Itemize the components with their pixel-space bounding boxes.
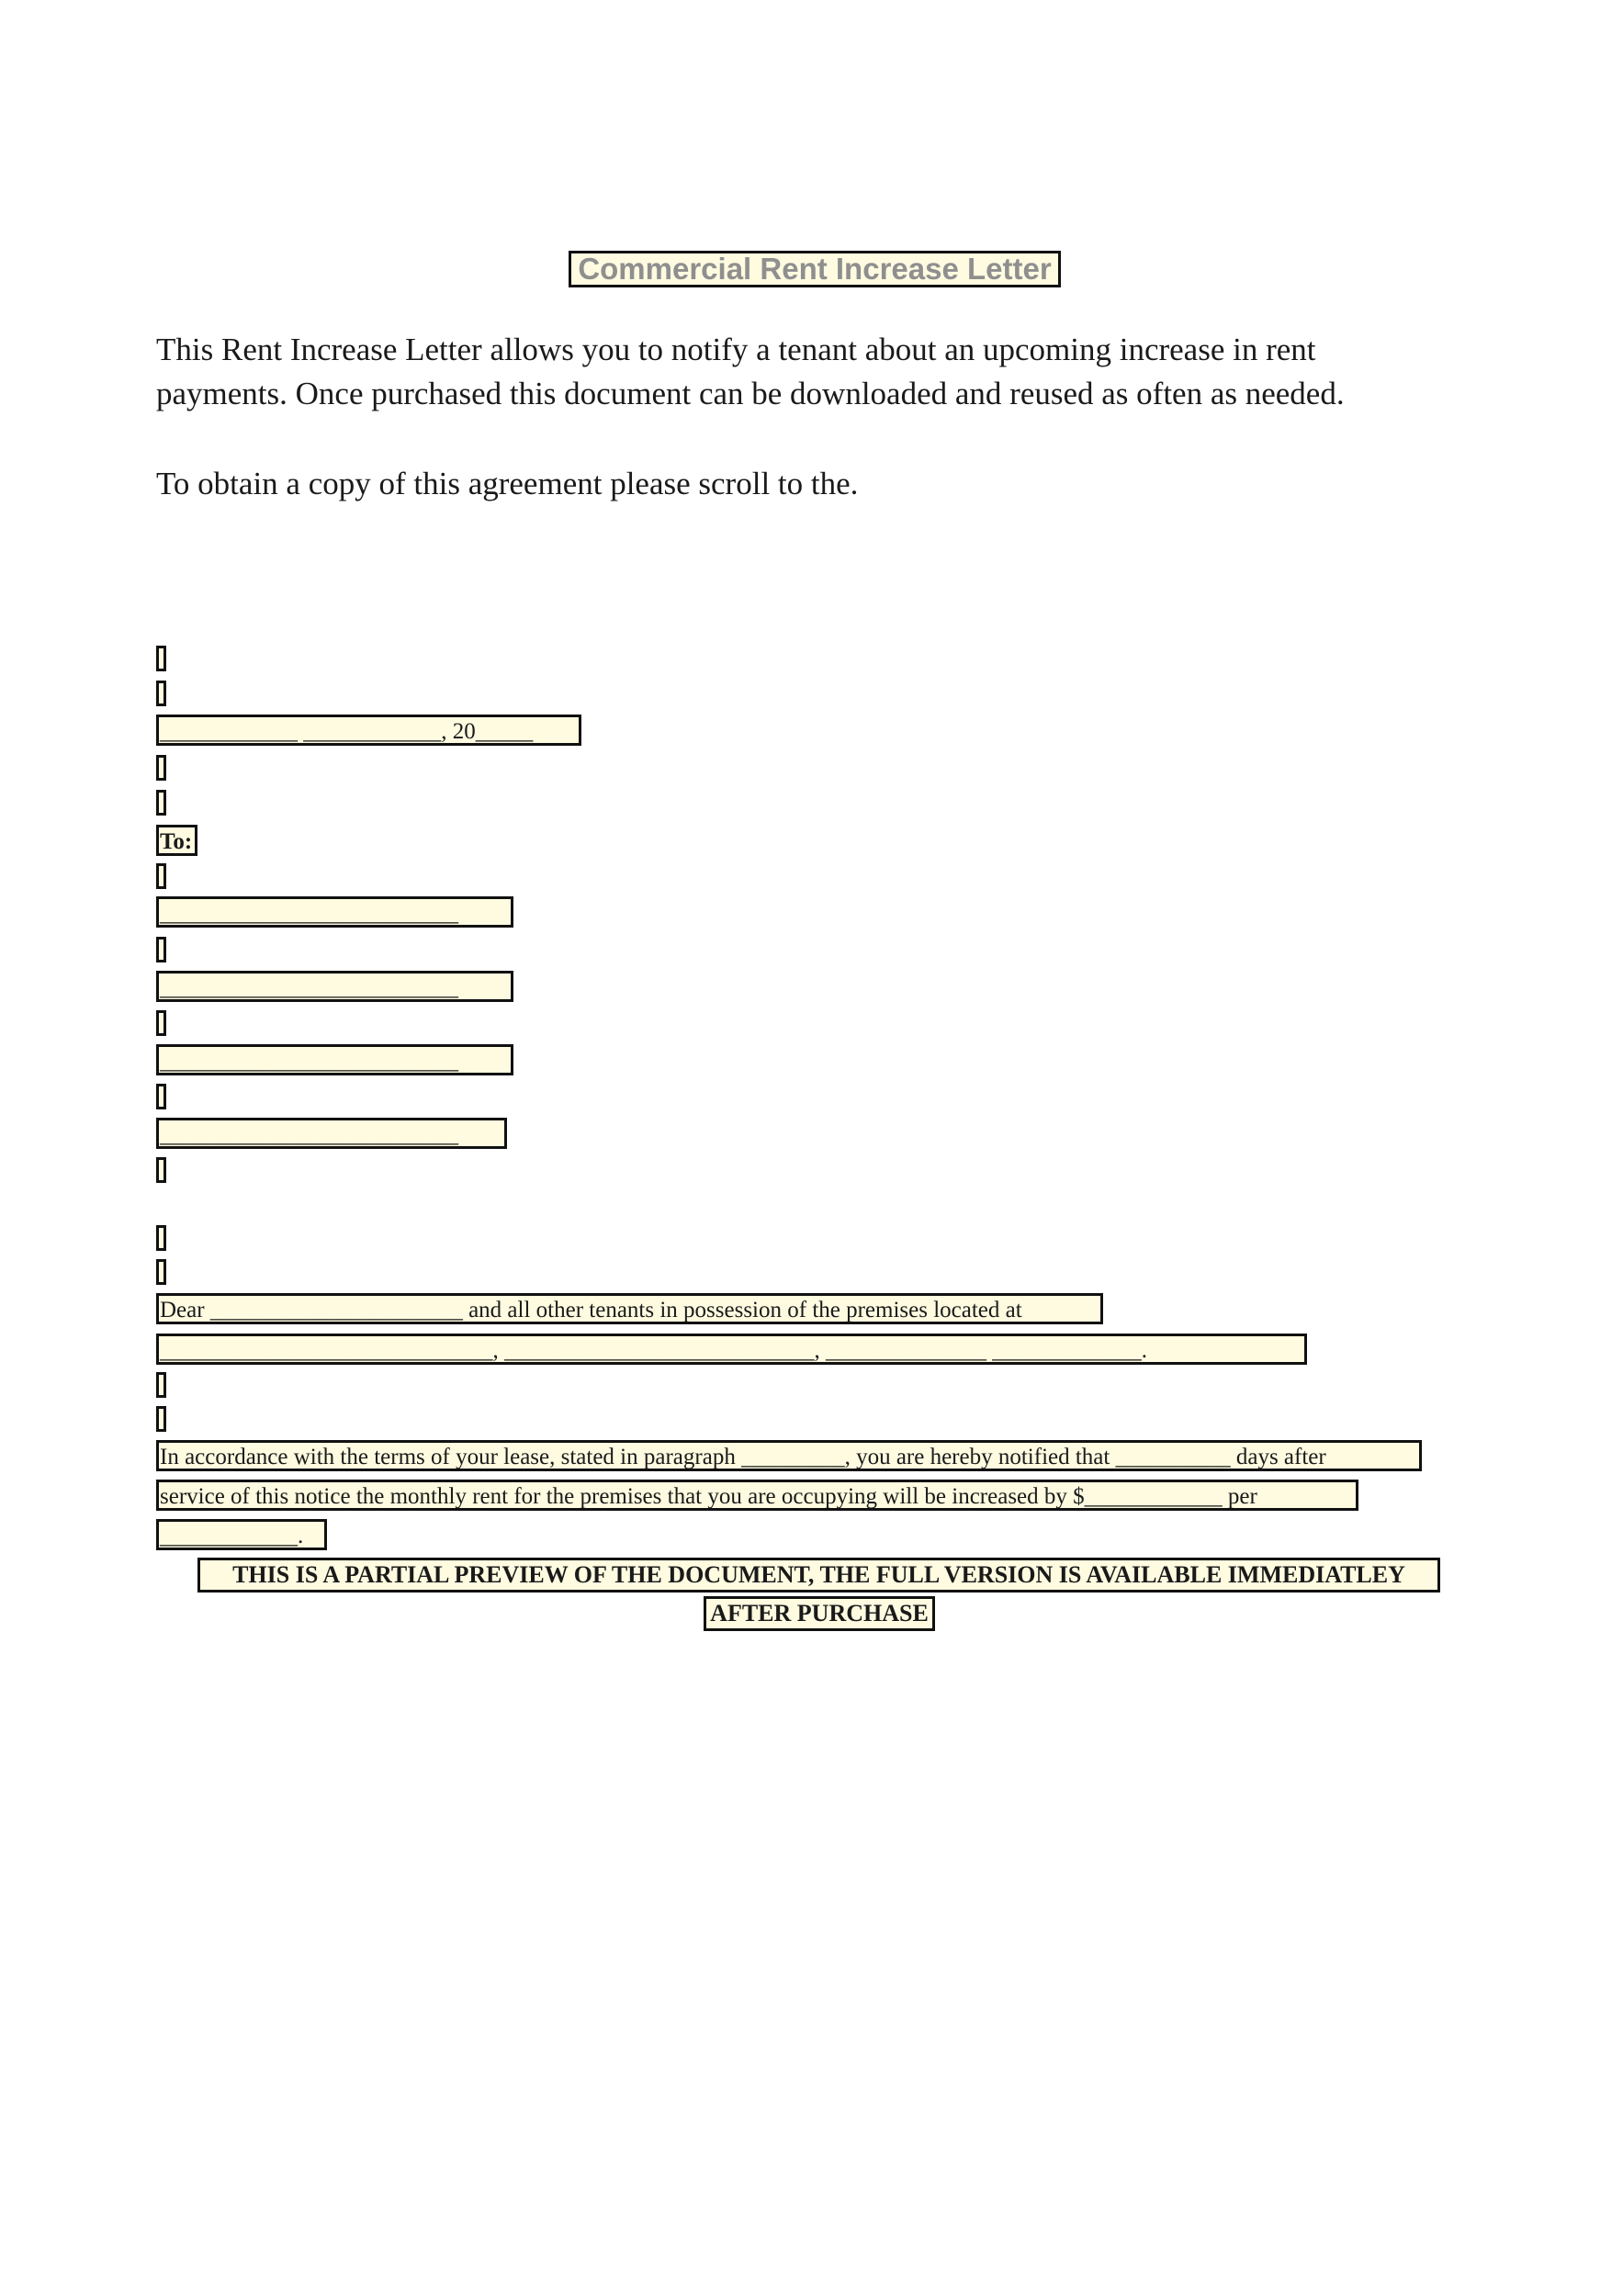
body-text-line-3[interactable]: ____________. [156,1519,327,1550]
empty-paragraph-marker [156,1084,166,1109]
empty-paragraph-marker [156,755,166,781]
preview-notice-line-1: THIS IS A PARTIAL PREVIEW OF THE DOCUMENT, THE FULL VERSION IS AVAILABLE IMMEDIATLEY [197,1558,1440,1593]
empty-paragraph-marker [156,1259,166,1285]
date-field[interactable]: ____________ ____________, 20_____ [156,715,581,746]
address-field-1[interactable]: __________________________ [156,896,513,928]
salutation-line[interactable]: Dear ______________________ and all other tenants in possession of the premises located at [156,1293,1103,1324]
intro-text-line-3: To obtain a copy of this agreement please scroll to the. [156,466,859,501]
to-label: To: [156,825,197,856]
address-field-3[interactable]: __________________________ [156,1044,513,1075]
preview-notice-line-2: AFTER PURCHASE [704,1596,935,1631]
empty-paragraph-marker [156,790,166,816]
empty-paragraph-marker [156,1157,166,1183]
document-title: Commercial Rent Increase Letter [569,251,1061,287]
empty-paragraph-marker [156,863,166,889]
address-field-2[interactable]: __________________________ [156,971,513,1002]
intro-text-line-1: This Rent Increase Letter allows you to notify a tenant about an upcoming increase in rent [156,332,1316,367]
empty-paragraph-marker [156,937,166,962]
empty-paragraph-marker [156,681,166,706]
empty-paragraph-marker [156,1406,166,1432]
body-text-line-1[interactable]: In accordance with the terms of your lease, stated in paragraph _________, you are hereby notified that __________ days after [156,1440,1422,1471]
address-field-4[interactable]: __________________________ [156,1118,507,1149]
empty-paragraph-marker [156,1010,166,1036]
intro-text-line-2: payments. Once purchased this document can be downloaded and reused as often as needed. [156,376,1345,411]
empty-paragraph-marker [156,1225,166,1251]
body-text-line-2[interactable]: service of this notice the monthly rent for the premises that you are occupying will be increased by $____________ per [156,1480,1358,1511]
empty-paragraph-marker [156,646,166,671]
empty-paragraph-marker [156,1372,166,1398]
premises-address-line[interactable]: _____________________________, ___________________________, ______________ _____________. [156,1334,1307,1365]
